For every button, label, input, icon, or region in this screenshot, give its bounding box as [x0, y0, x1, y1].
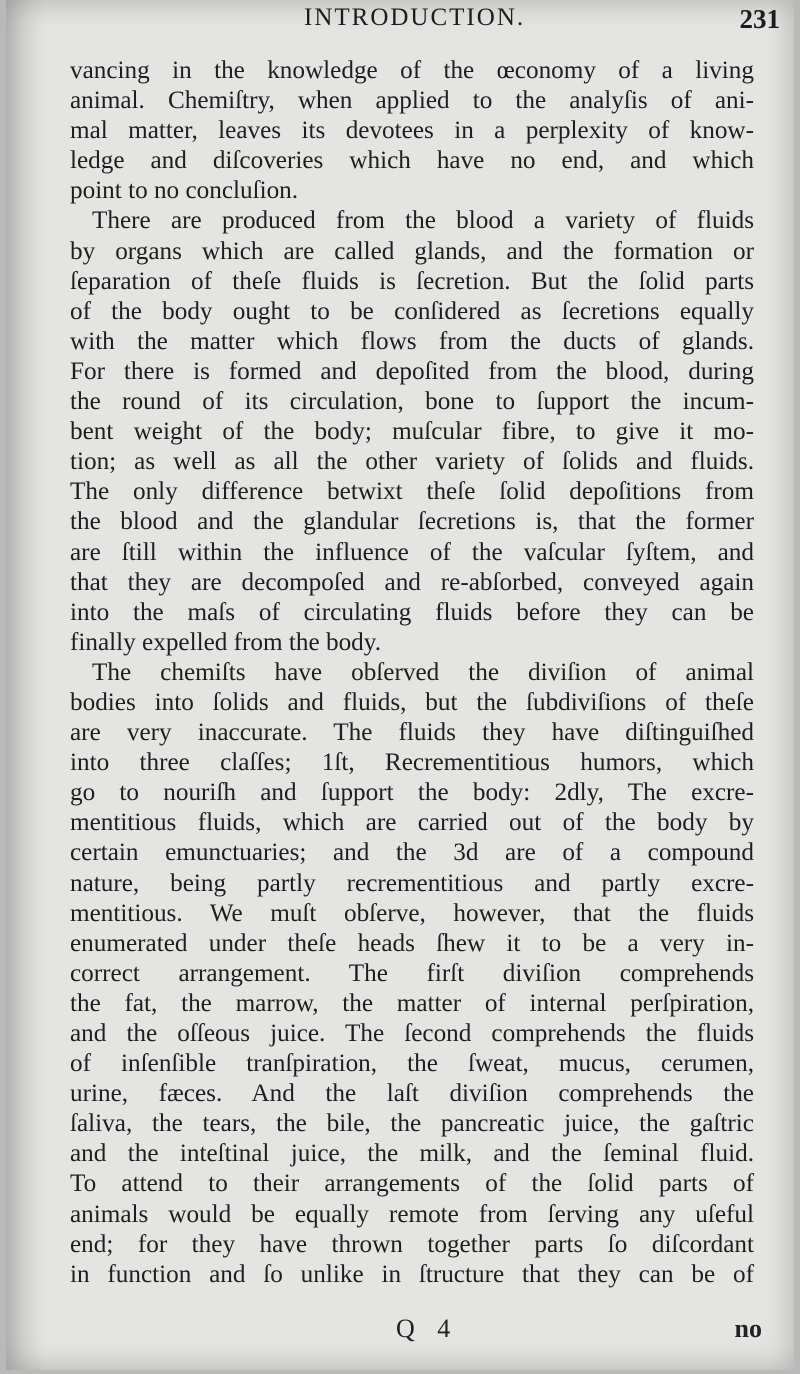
text-line: The only difference betwixt theſe ſolid depoſitions from [70, 478, 754, 506]
text-line: the fat, the marrow, the matter of internal perſpiration, [70, 989, 754, 1017]
text-line: point to no concluſion. [70, 177, 299, 205]
page-number: 231 [739, 4, 780, 34]
text-line: nature, being partly recrementitious and partly excre- [70, 869, 754, 897]
text-line: the blood and the glandular ſecretions is, that the former [70, 508, 754, 536]
body-text [70, 56, 754, 1290]
text-line: into three claſſes; 1ſt, Recrementitious humors, which [70, 749, 754, 777]
text-line: animal. Chemiſtry, when applied to the analyſis of ani- [70, 87, 754, 115]
catchword: no [734, 1314, 762, 1343]
text-line: enumerated under theſe heads ſhew it to be a very in- [70, 929, 754, 957]
signature-mark: Q 4 [396, 1314, 459, 1343]
text-line: certain emunctuaries; and the 3d are of a compound [70, 839, 754, 867]
text-line: finally expelled from the body. [70, 628, 382, 656]
text-line: end; for they have thrown together parts ſo diſcordant [70, 1230, 754, 1258]
text-line: animals would be equally remote from ſerving any uſeful [70, 1200, 754, 1228]
text-line: urine, fæces. And the laſt diviſion comprehends the [70, 1080, 754, 1108]
text-line: the round of its circulation, bone to ſupport the incum- [70, 388, 754, 416]
text-line: are very inaccurate. The fluids they have diſtinguiſhed [70, 719, 754, 747]
text-line: To attend to their arrangements of the ſolid parts of [70, 1170, 754, 1198]
text-line: with the matter which flows from the ducts of glands. [70, 327, 754, 355]
text-line: in function and ſo unlike in ſtructure that they can be of [70, 1260, 754, 1288]
spine-shadow [6, 0, 46, 1370]
text-line: ſeparation of theſe fluids is ſecretion. But the ſolid parts [70, 267, 754, 295]
text-line: There are produced from the blood a variety of fluids [92, 207, 754, 235]
page-header [66, 2, 784, 42]
text-line: mentitious. We muſt obſerve, however, that the fluids [70, 899, 754, 927]
text-line: by organs which are called glands, and the formation or [70, 237, 754, 265]
text-line: go to nouriſh and ſupport the body: 2dly, The excre- [70, 779, 754, 807]
text-line: of the body ought to be conſidered as ſecretions equally [70, 297, 754, 325]
text-line: into the maſs of circulating fluids before they can be [70, 598, 754, 626]
text-line: and the oſſeous juice. The ſecond comprehends the fluids [70, 1020, 754, 1047]
text-line: bodies into ſolids and fluids, but the ſubdiviſions of theſe [70, 688, 754, 716]
text-line: For there is formed and depoſited from the blood, during [70, 357, 754, 385]
text-line: bent weight of the body; muſcular fibre, to give it mo- [70, 418, 754, 446]
text-line: that they are decompoſed and re-abſorbed, conveyed again [70, 568, 754, 596]
text-line: mal matter, leaves its devotees in a perplexity of know- [70, 117, 754, 145]
text-line: of inſenſible tranſpiration, the ſweat, mucus, cerumen, [70, 1050, 754, 1078]
text-line: ledge and diſcoveries which have no end, and which [70, 147, 754, 175]
text-line: The chemiſts have obſerved the diviſion of animal [92, 658, 754, 686]
text-line: mentitious fluids, which are carried out of the body by [70, 809, 754, 837]
text-line: ſaliva, the tears, the bile, the pancreatic juice, the gaſtric [70, 1110, 754, 1138]
text-line: are ſtill within the influence of the vaſcular ſyſtem, and [70, 538, 754, 566]
text-line: correct arrangement. The firſt diviſion comprehends [70, 959, 754, 987]
running-head: INTRODUCTION. [304, 4, 526, 31]
page-footer [66, 1314, 774, 1350]
text-line: and the inteſtinal juice, the milk, and the ſeminal fluid. [70, 1140, 754, 1168]
text-line: tion; as well as all the other variety of ſolids and fluids. [70, 448, 754, 476]
book-page [6, 0, 794, 1370]
text-line: vancing in the knowledge of the œconomy of a living [70, 57, 754, 84]
